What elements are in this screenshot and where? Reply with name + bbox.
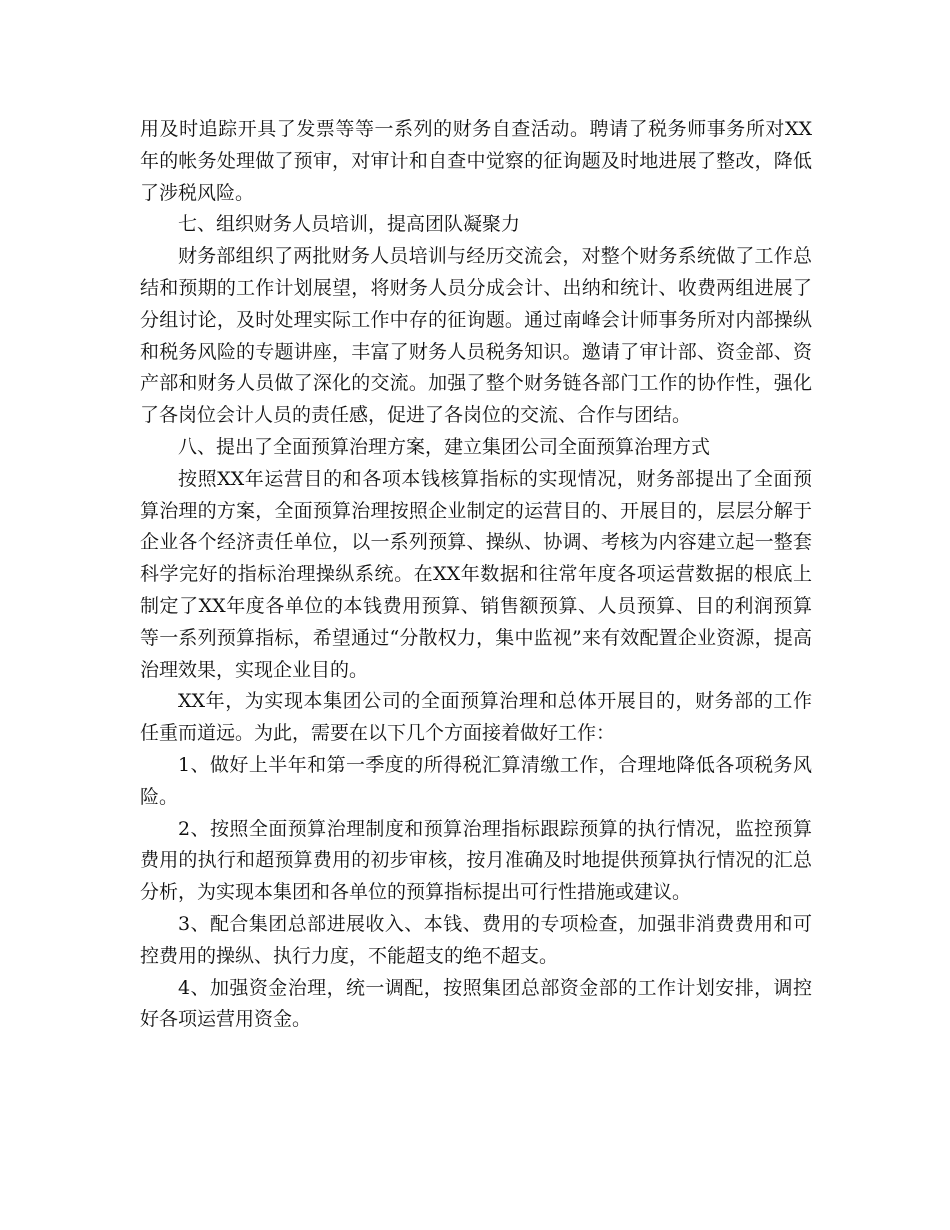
list-item-3: 3、配合集团总部进展收入、本钱、费用的专项检查，加强非消费费用和可控费用的操纵、执行力度，不能超支的绝不超支。 xyxy=(140,912,812,967)
list-item-2: 2、按照全面预算治理制度和预算治理指标跟踪预算的执行情况，监控预算费用的执行和超预算费用的初步审核，按月准确及时地提供预算执行情况的汇总分析，为实现本集团和各单位的预算指标提出可行性措施或建议。 xyxy=(140,817,812,904)
document-page xyxy=(140,114,812,1036)
paragraph-outlook: XX年，为实现本集团公司的全面预算治理和总体开展目的，财务部的工作任重而道远。为此，需要在以下几个方面接着做好工作： xyxy=(140,690,812,745)
paragraph-continuation: 用及时追踪开具了发票等等一系列的财务自查活动。聘请了税务师事务所对XX年的帐务处理做了预审，对审计和自查中觉察的征询题及时地进展了整改，降低了涉税风险。 xyxy=(140,118,812,204)
list-item-4: 4、加强资金治理，统一调配，按照集团总部资金部的工作计划安排，调控好各项运营用资金。 xyxy=(140,976,812,1031)
section-heading-seven: 七、组织财务人员培训，提高团队凝聚力 xyxy=(178,213,521,236)
paragraph-budget: 按照XX年运营目的和各项本钱核算指标的实现情况，财务部提出了全面预算治理的方案，全面预算治理按照企业制定的运营目的、开展目的，层层分解于企业各个经济责任单位，以一系列预算、操纵、协调、考核为内容建立起一整套科学完好的指标治理操纵系统。在XX年数据和往常年度各项运营数据的根底上制定了XX年度各单位的本钱费用预算、销售额预算、人员预算、目的利润预算等一系列预算指标，希望通过“分散权力，集中监视”来有效配置企业资源，提高治理效果，实现企业目的。 xyxy=(140,467,812,681)
list-item-1: 1、做好上半年和第一季度的所得税汇算清缴工作，合理地降低各项税务风险。 xyxy=(140,753,812,808)
section-heading-eight: 八、提出了全面预算治理方案，建立集团公司全面预算治理方式 xyxy=(178,435,711,458)
paragraph-training: 财务部组织了两批财务人员培训与经历交流会，对整个财务系统做了工作总结和预期的工作计划展望，将财务人员分成会计、出纳和统计、收费两组进展了分组讨论，及时处理实际工作中存的征询题。通过南峰会计师事务所对内部操纵和税务风险的专题讲座，丰富了财务人员税务知识。邀请了审计部、资金部、资产部和财务人员做了深化的交流。加强了整个财务链各部门工作的协作性，强化了各岗位会计人员的责任感，促进了各岗位的交流、合作与团结。 xyxy=(140,245,812,427)
